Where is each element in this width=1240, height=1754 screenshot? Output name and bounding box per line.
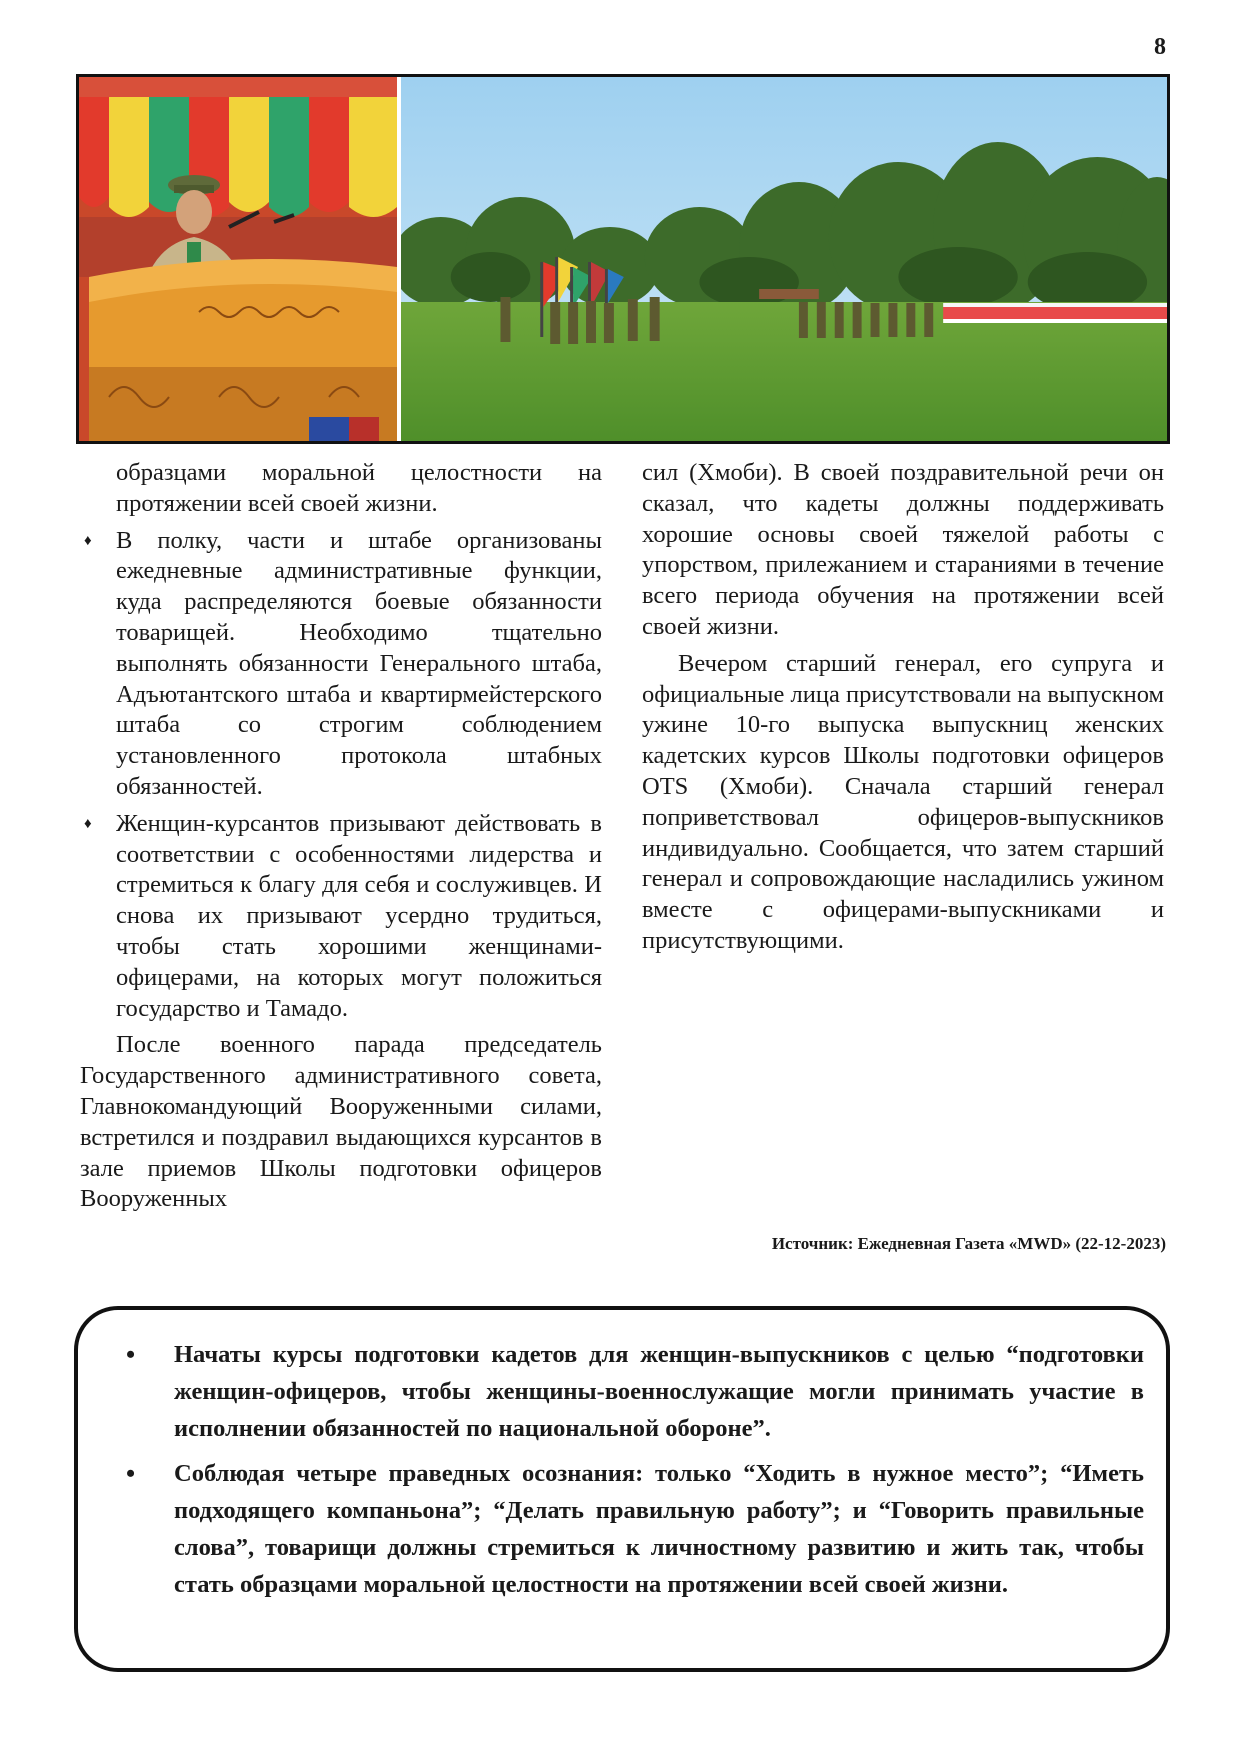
source-citation: Источник: Ежедневная Газета «MWD» (22-12-2023) [771, 1234, 1166, 1253]
photo-speaker-at-podium [79, 77, 401, 441]
right-column [642, 458, 1164, 963]
photo-strip [76, 74, 1170, 444]
summary-item: • Соблюдая четыре праведных осознания: только “Ходить в нужное место”; “Иметь подходящего компаньона”; “Делать правильную работу”; и “Говорить правильные слова”, товарищи должны стремиться к личностному развитию и жить так, чтобы стать образцами моральной целостности на протяжении всей своей жизни. [114, 1455, 1144, 1603]
podium-photo-icon [79, 77, 397, 441]
parade-photo-icon [401, 77, 1167, 441]
summary-item: • Начаты курсы подготовки кадетов для женщин-выпускников с целью “подготовки женщин-офицеров, чтобы женщины-военнослужащие могли принимать участие в исполнении обязанностей по национальной обороне”. [114, 1336, 1144, 1447]
page-number: 8 [1154, 34, 1166, 60]
right-column-paragraph: Вечером старший генерал, его супруга и официальные лица присутствовали на выпускном ужине 10-го выпуска выпускниц женских кадетских курсов Школы подготовки офицеров OTS (Хмоби). Сначала старший генерал поприветствовал офицеров-выпускников индивидуально. Сообщается, что затем старший генерал и сопровождающие насладились ужином вместе с офицерами-выпускниками и присутствующими. [642, 649, 1164, 954]
bullet-list [80, 526, 602, 1025]
left-column [80, 458, 602, 1221]
bullet-item: ♦ Женщин-курсантов призывают действовать в соответствии с особенностями лидерства и стремиться к благу для себя и сослуживцев. И снова их призывают усердно трудиться, чтобы стать хорошими женщинами-офицерами, на которых могут положиться государство и Тамадо. [80, 809, 602, 1025]
photo-military-parade-field [401, 77, 1167, 441]
left-column-paragraph: После военного парада председатель Государственного административного совета, Главнокомандующий Вооруженными силами, встретился и поздравил выдающихся курсантов в зале приемов Школы подготовки офицеров Вооруженных [80, 1031, 602, 1213]
summary-box [74, 1306, 1170, 1672]
left-column-continuation: образцами моральной целостности на протяжении всей своей жизни. [116, 459, 602, 517]
summary-list [114, 1336, 1144, 1603]
bullet-item: ♦ В полку, части и штабе организованы ежедневные административные функции, куда распределяются боевые обязанности товарищей. Необходимо тщательно выполнять обязанности Генерального штаба, Адъютантского штаба и квартирмейстерского штаба со строгим соблюдением установленного протокола штабных обязанностей. [80, 526, 602, 803]
right-column-continuation: сил (Хмоби). В своей поздравительной речи он сказал, что кадеты должны поддерживать хорошие основы своей тяжелой работы с упорством, прилежанием и стараниями в течение всего периода обучения на протяжении всей своей жизни. [642, 459, 1164, 640]
article-body [80, 458, 1164, 1290]
